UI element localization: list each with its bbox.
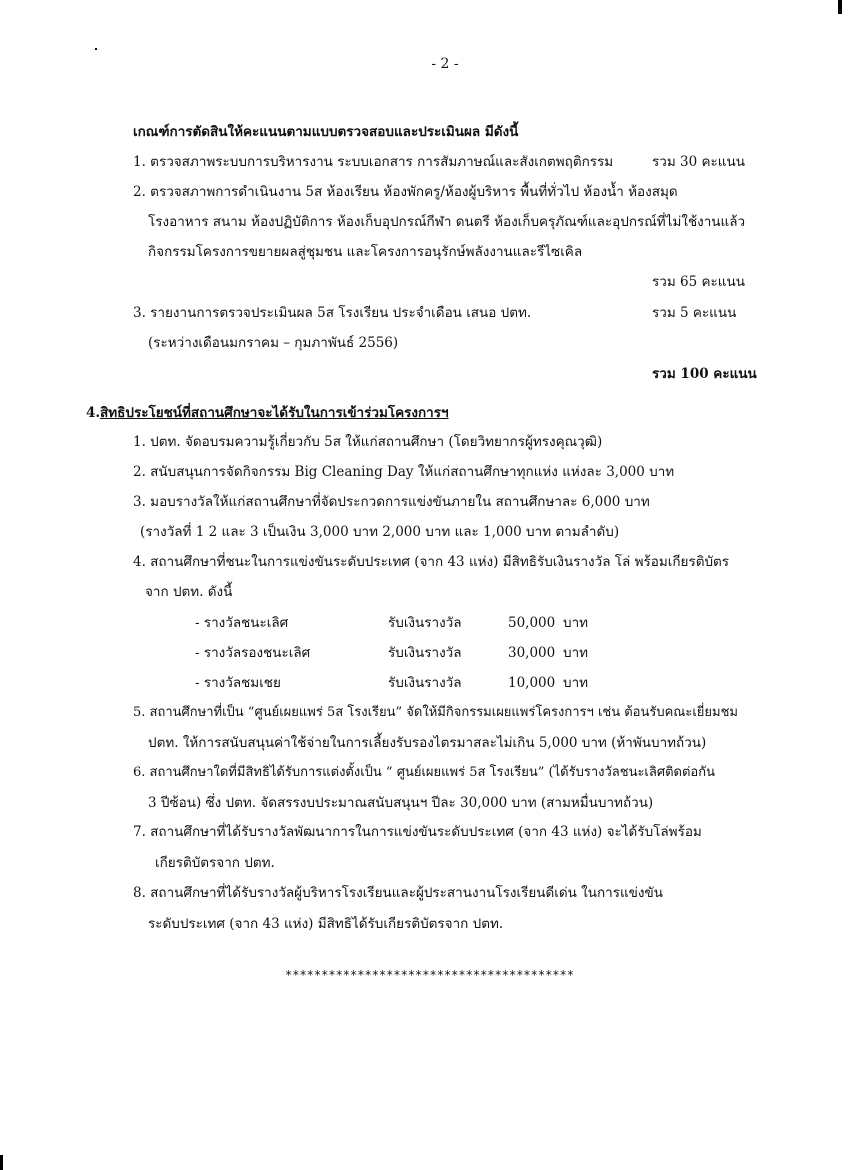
benefit-4-line-2: จาก ปตท. ดังนี้ — [145, 584, 233, 600]
criteria-total: รวม 100 คะแนน — [652, 366, 757, 382]
benefit-3-line-1: 3. มอบรางวัลให้แก่สถานศึกษาที่จัดประกวดการแข่งขันภายใน สถานศึกษาละ 6,000 บาท — [133, 494, 650, 510]
award-row-unit: บาท — [563, 615, 589, 631]
award-row-unit: บาท — [563, 675, 589, 691]
award-row-label: รับเงินรางวัล — [388, 645, 462, 661]
benefit-5-line-2: ปตท. ให้การสนับสนุนค่าใช้จ่ายในการเลี้ยงรับรองไตรมาสละไม่เกิน 5,000 บาท (ห้าพันบาทถ้วน) — [148, 735, 707, 751]
benefit-4-line-1: 4. สถานศึกษาที่ชนะในการแข่งขันระดับประเทศ (จาก 43 แห่ง) มีสิทธิรับเงินรางวัล โล่ พร้อมเกียรติบัตร — [133, 554, 730, 570]
benefit-8-line-2: ระดับประเทศ (จาก 43 แห่ง) มีสิทธิได้รับเกียรติบัตรจาก ปตท. — [148, 916, 504, 932]
benefit-1: 1. ปตท. จัดอบรมความรู้เกี่ยวกับ 5ส ให้แก่สถานศึกษา (โดยวิทยากรผู้ทรงคุณวุฒิ) — [133, 434, 603, 450]
award-row-name: - รางวัลรองชนะเลิศ — [195, 645, 311, 661]
criteria-item-3-score: รวม 5 คะแนน — [652, 305, 737, 321]
award-row-name: - รางวัลชมเชย — [195, 675, 281, 691]
award-row-amount: 10,000 — [508, 675, 556, 691]
award-row-label: รับเงินรางวัล — [388, 615, 462, 631]
criteria-item-2-line-1: 2. ตรวจสภาพการดำเนินงาน 5ส ห้องเรียน ห้องพักครู/ห้องผู้บริหาร พื้นที่ทั่วไป ห้องน้ำ ห้องสมุด — [133, 184, 678, 200]
separator-asterisks: **************************************** — [285, 968, 574, 982]
benefit-6-line-1: 6. สถานศึกษาใดที่มีสิทธิได้รับการแต่งตั้งเป็น “ ศูนย์เผยแพร่ 5ส โรงเรียน” (ได้รับรางวัลชนะเลิศติดต่อกัน — [133, 765, 715, 780]
scan-dot — [95, 48, 97, 50]
benefits-heading-number: 4. — [86, 405, 101, 421]
award-row-label: รับเงินรางวัล — [388, 675, 462, 691]
award-row-name: - รางวัลชนะเลิศ — [195, 615, 289, 631]
criteria-item-2-score: รวม 65 คะแนน — [652, 274, 745, 290]
benefit-6-line-2: 3 ปีซ้อน) ซึ่ง ปตท. จัดสรรงบประมาณสนับสนุนฯ ปีละ 30,000 บาท (สามหมื่นบาทถ้วน) — [148, 795, 654, 811]
criteria-item-2-line-2: โรงอาหาร สนาม ห้องปฏิบัติการ ห้องเก็บอุปกรณ์กีฬา ดนตรี ห้องเก็บครุภัณฑ์และอุปกรณ์ที่ไม่ใช้งานแล้ว — [148, 214, 746, 230]
benefit-7-line-2: เกียรติบัตรจาก ปตท. — [155, 855, 275, 871]
benefit-8-line-1: 8. สถานศึกษาที่ได้รับรางวัลผู้บริหารโรงเรียนและผู้ประสานงานโรงเรียนดีเด่น ในการแข่งขัน — [133, 885, 663, 901]
award-row-unit: บาท — [563, 645, 589, 661]
scan-edge-mark-right — [838, 0, 842, 14]
criteria-item-1: 1. ตรวจสภาพระบบการบริหารงาน ระบบเอกสาร การสัมภาษณ์และสังเกตพฤติกรรม — [133, 154, 614, 170]
benefit-5-line-1: 5. สถานศึกษาที่เป็น “ศูนย์เผยแพร่ 5ส โรงเรียน” จัดให้มีกิจกรรมเผยแพร่โครงการฯ เช่น ต้อนรับคณะเยี่ยมชม — [133, 705, 738, 720]
criteria-item-3-note: (ระหว่างเดือนมกราคม – กุมภาพันธ์ 2556) — [148, 335, 399, 351]
benefits-heading: สิทธิประโยชน์ที่สถานศึกษาจะได้รับในการเข้าร่วมโครงการฯ — [100, 405, 449, 421]
criteria-item-1-score: รวม 30 คะแนน — [652, 154, 745, 170]
criteria-item-2-line-3: กิจกรรมโครงการขยายผลสู่ชุมชน และโครงการอนุรักษ์พลังงานและรีไซเคิล — [148, 244, 583, 260]
benefit-7-line-1: 7. สถานศึกษาที่ได้รับรางวัลพัฒนาการในการแข่งขันระดับประเทศ (จาก 43 แห่ง) จะได้รับโล่พร้อม — [133, 824, 702, 840]
criteria-item-3: 3. รายงานการตรวจประเมินผล 5ส โรงเรียน ประจำเดือน เสนอ ปตท. — [133, 305, 532, 321]
award-row-amount: 30,000 — [508, 645, 556, 661]
criteria-heading: เกณฑ์การตัดสินให้คะแนนตามแบบตรวจสอบและประเมินผล มีดังนี้ — [133, 124, 519, 140]
award-row-amount: 50,000 — [508, 615, 556, 631]
page-number: - 2 - — [431, 56, 459, 72]
benefit-3-line-2: (รางวัลที่ 1 2 และ 3 เป็นเงิน 3,000 บาท 2,000 บาท และ 1,000 บาท ตามลำดับ) — [140, 524, 620, 540]
scan-edge-mark-left — [0, 1155, 3, 1170]
benefit-2: 2. สนับสนุนการจัดกิจกรรม Big Cleaning Day ให้แก่สถานศึกษาทุกแห่ง แห่งละ 3,000 บาท — [133, 464, 675, 480]
